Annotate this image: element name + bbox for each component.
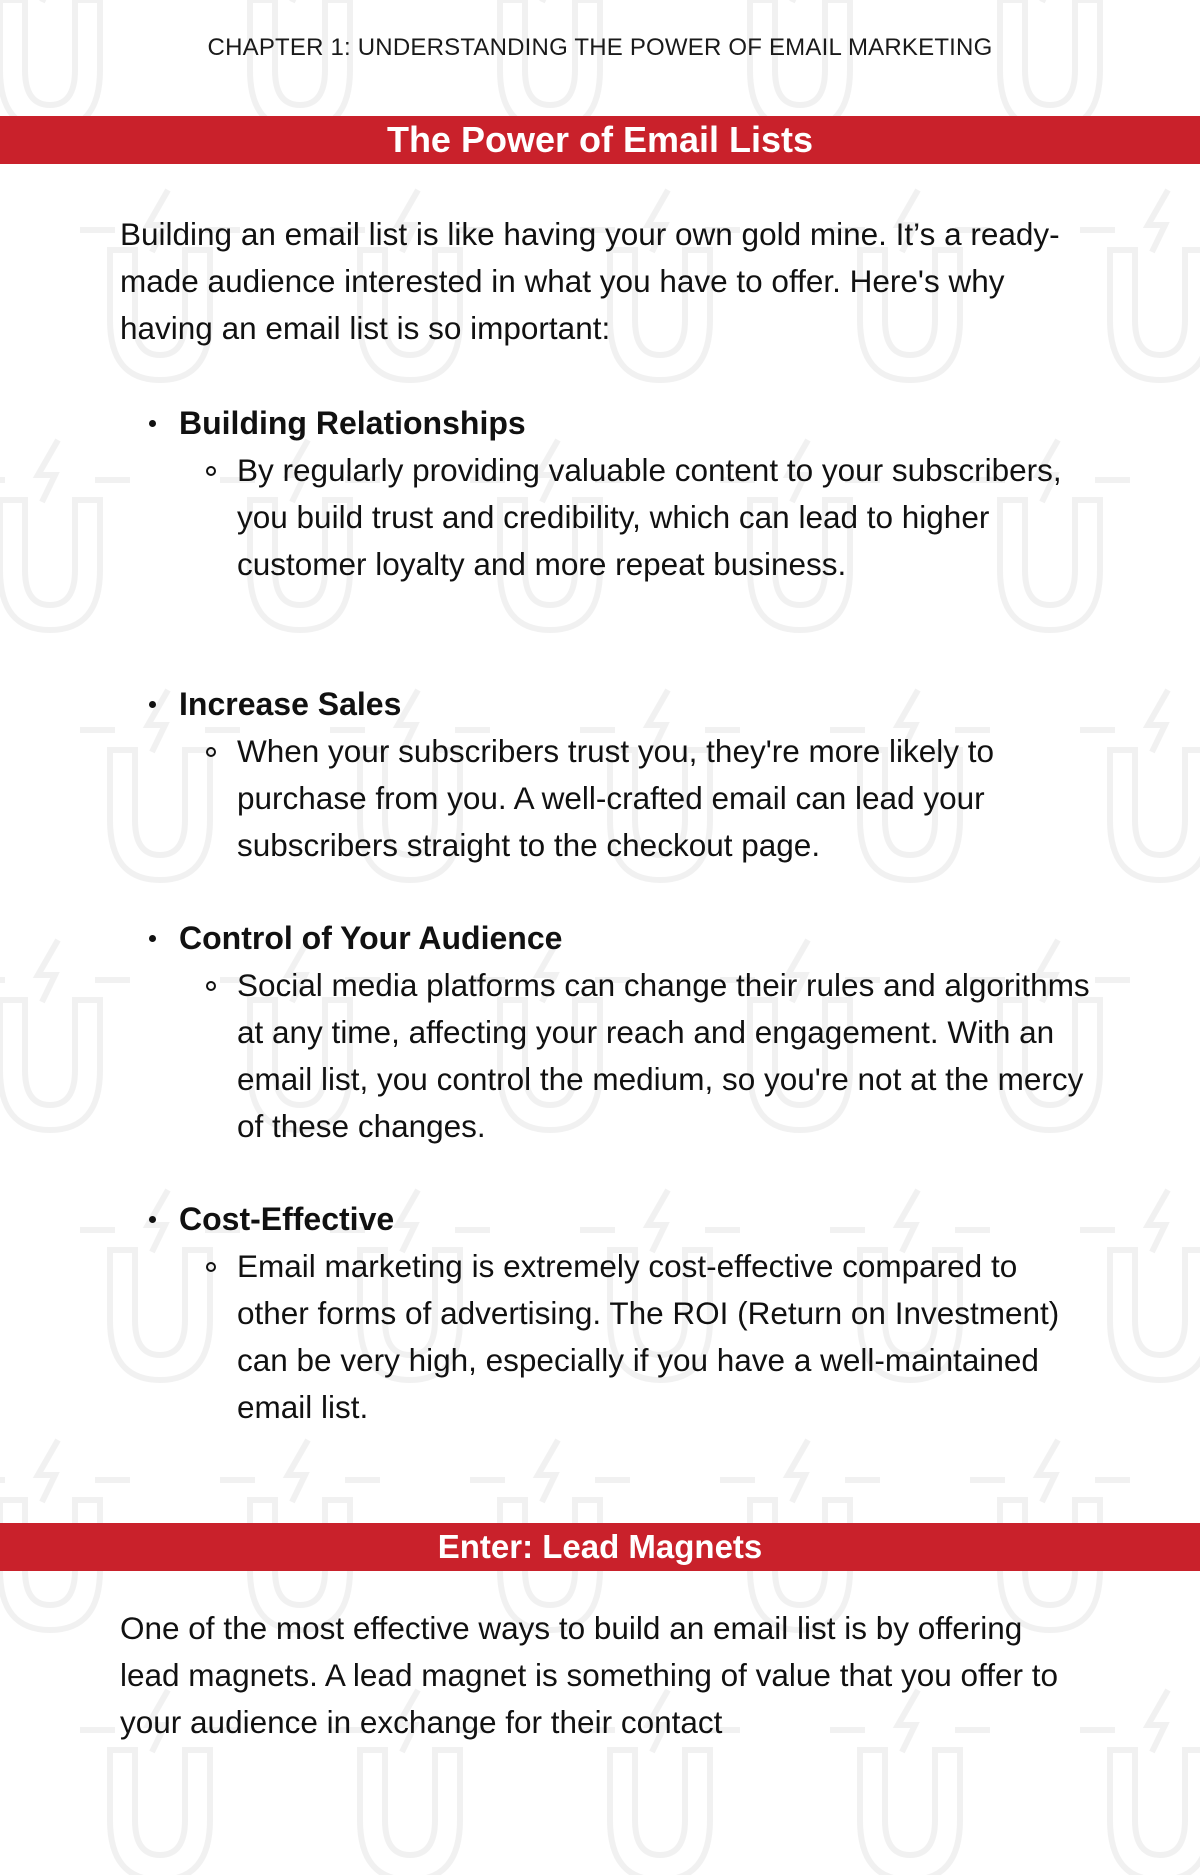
sub-bullet-icon (206, 747, 216, 757)
section-heading-power-of-email-lists: The Power of Email Lists (0, 116, 1200, 164)
list-item-title: Cost-Effective (179, 1201, 395, 1237)
sub-bullet-icon (206, 981, 216, 991)
list-item-description: Email marketing is extremely cost-effective compared to other forms of advertising. The ROI (Return on Investment) can be very high, especially if you have a well-maintained email list. (237, 1248, 1060, 1425)
list-item-description: By regularly providing valuable content to your subscribers, you build trust and credibility, which can lead to higher customer loyalty and more repeat business. (237, 452, 1062, 582)
list-item-title: Increase Sales (179, 686, 402, 722)
list-item-description: Social media platforms can change their rules and algorithms at any time, affecting your reach and engagement. With an email list, you control the medium, so you're not at the mercy of these changes. (237, 967, 1090, 1144)
bullet-icon (149, 701, 156, 708)
lead-magnets-paragraph: One of the most effective ways to build an email list is by offering lead magnets. A lead magnet is something of value that you offer to your audience in exchange for their contact (120, 1610, 1059, 1740)
intro-paragraph: Building an email list is like having your own gold mine. It’s a ready-made audience interested in what you have to offer. Here's why having an email list is so important: (120, 216, 1060, 346)
bullet-icon (149, 935, 156, 942)
bullet-icon (149, 420, 156, 427)
list-item-title: Control of Your Audience (179, 920, 563, 956)
sub-bullet-icon (206, 466, 216, 476)
section-heading-lead-magnets: Enter: Lead Magnets (0, 1523, 1200, 1571)
list-item-description: When your subscribers trust you, they're more likely to purchase from you. A well-crafted email can lead your subscribers straight to the checkout page. (237, 733, 995, 863)
chapter-header: CHAPTER 1: UNDERSTANDING THE POWER OF EMAIL MARKETING (207, 34, 993, 61)
bullet-icon (149, 1216, 156, 1223)
sub-bullet-icon (206, 1262, 216, 1272)
list-item-title: Building Relationships (179, 405, 526, 441)
